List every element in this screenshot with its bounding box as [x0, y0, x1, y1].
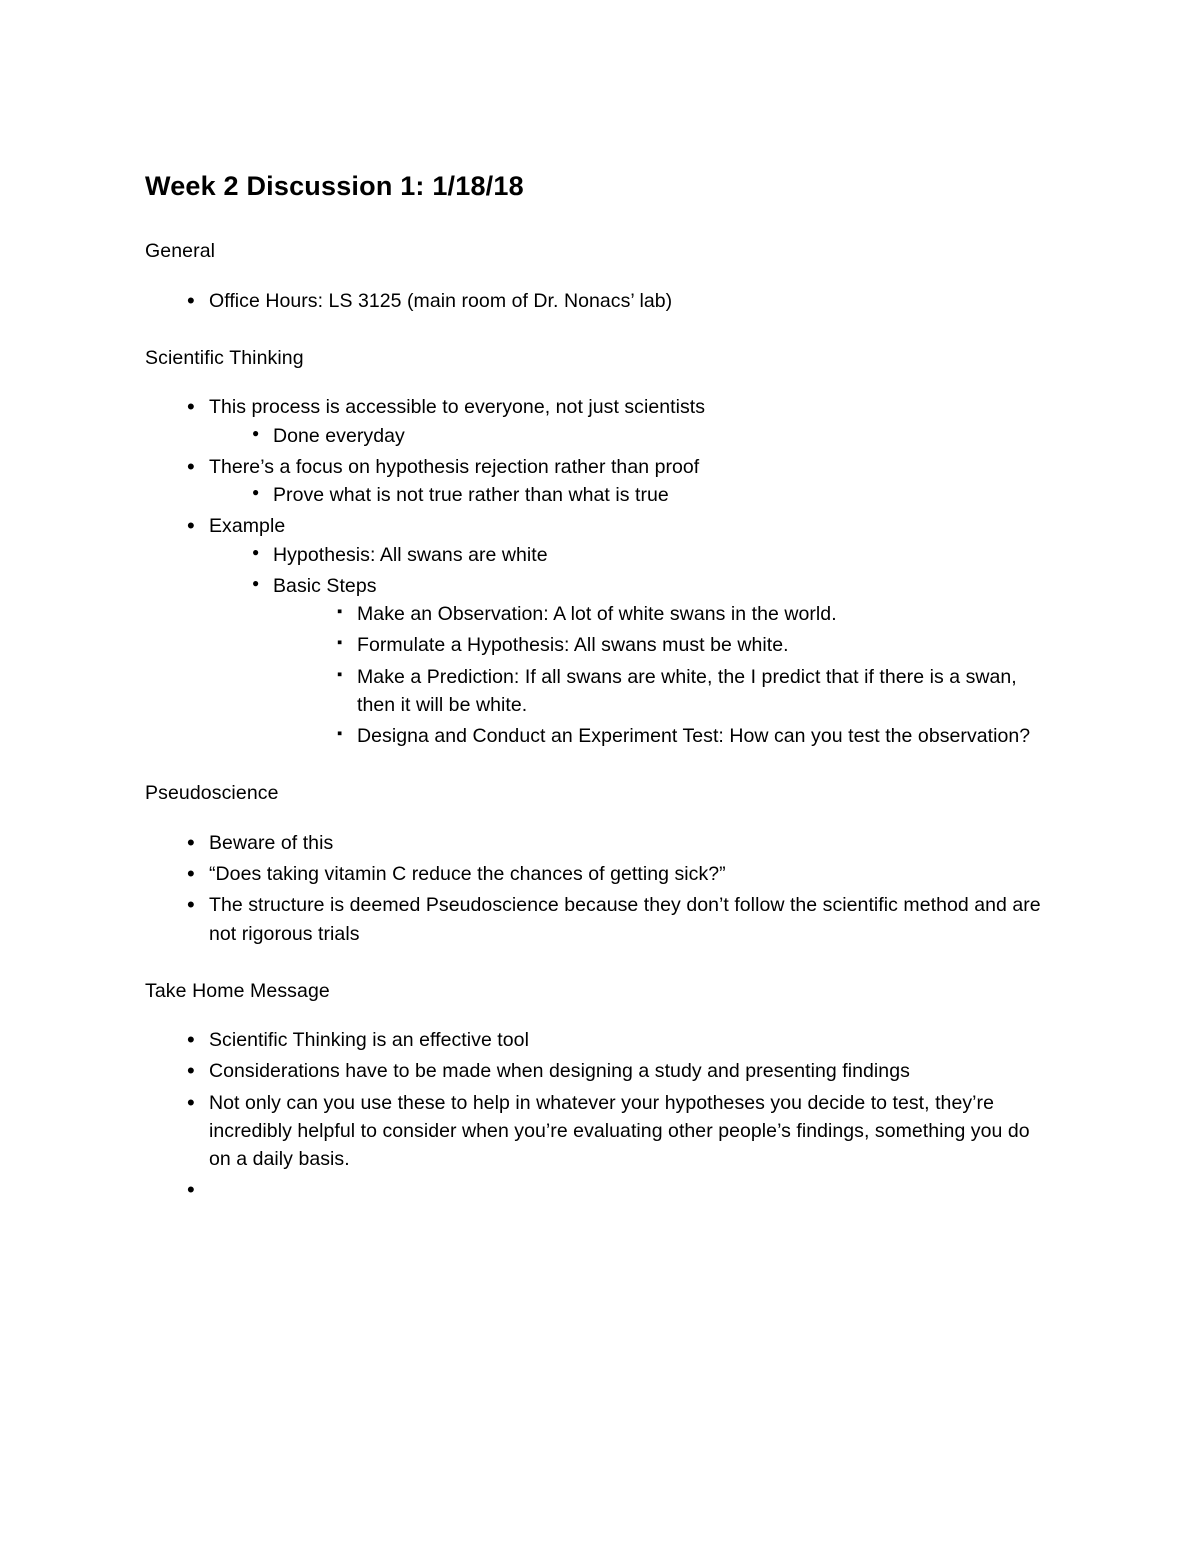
- list-item: [251, 572, 1055, 751]
- list-item-text: • This process is accessible to everyone, not just scientists: [209, 393, 1055, 421]
- section-heading-scientific-thinking: Scientific Thinking: [145, 346, 304, 369]
- section-heading-take-home-message: Take Home Message: [145, 979, 330, 1002]
- list-item-text: ● Done everyday: [273, 422, 1055, 450]
- list-item-text: • Example: [209, 512, 1055, 540]
- list-item-text: ● Hypothesis: All swans are white: [273, 541, 1055, 569]
- list-item-text: ● Basic Steps: [273, 572, 1055, 600]
- list-item: [187, 287, 1055, 315]
- list-item: [187, 829, 1055, 857]
- list-item: [251, 481, 1055, 509]
- list-item: [335, 722, 1055, 750]
- list-item: [251, 541, 1055, 569]
- list-item-text: • Not only can you use these to help in whatever your hypotheses you decide to test, they’re incredibly helpful to consider when you’re evaluating other people’s findings, something you do on a daily basis.: [209, 1089, 1055, 1174]
- list-item: [187, 512, 1055, 750]
- list-item: [187, 1089, 1055, 1174]
- list-item-text: • Scientific Thinking is an effective tool: [209, 1026, 1055, 1054]
- sublist: [251, 422, 1055, 450]
- page-title: Week 2 Discussion 1: 1/18/18: [145, 171, 524, 201]
- list-item: [251, 422, 1055, 450]
- sublist: [251, 481, 1055, 509]
- sublist: [251, 541, 1055, 751]
- list-item-text: ▪ Make an Observation: A lot of white swans in the world.: [357, 600, 1055, 628]
- list-general: [187, 287, 1055, 315]
- list-item: [187, 860, 1055, 888]
- list-item: [187, 1057, 1055, 1085]
- list-item: [335, 631, 1055, 659]
- list-item-text: ▪ Make a Prediction: If all swans are white, the I predict that if there is a swan, then it will be white.: [357, 663, 1055, 720]
- list-item-empty: [187, 1176, 1055, 1202]
- list-item-text: • There’s a focus on hypothesis rejection rather than proof: [209, 453, 1055, 481]
- list-item-text: • The structure is deemed Pseudoscience because they don’t follow the scientific method and are not rigorous trials: [209, 891, 1055, 948]
- list-item: [187, 1026, 1055, 1054]
- list-item-text: • Office Hours: LS 3125 (main room of Dr. Nonacs’ lab): [209, 287, 1055, 315]
- list-item: [335, 600, 1055, 628]
- list-item: [187, 393, 1055, 450]
- list-item: [335, 663, 1055, 720]
- list-item-text: ● Prove what is not true rather than what is true: [273, 481, 1055, 509]
- list-item-text: ▪ Designa and Conduct an Experiment Test: How can you test the observation?: [357, 722, 1055, 750]
- list-item: [187, 453, 1055, 510]
- list-item: [187, 891, 1055, 948]
- list-pseudoscience: [187, 829, 1055, 948]
- list-item-text: • Considerations have to be made when designing a study and presenting findings: [209, 1057, 1055, 1085]
- list-item-text: ▪ Formulate a Hypothesis: All swans must be white.: [357, 631, 1055, 659]
- list-item-text: • Beware of this: [209, 829, 1055, 857]
- sublist: [335, 600, 1055, 750]
- section-heading-general: General: [145, 240, 216, 263]
- list-take-home-message: [187, 1026, 1055, 1202]
- section-heading-pseudoscience: Pseudoscience: [145, 782, 279, 805]
- list-item-text: • “Does taking vitamin C reduce the chances of getting sick?”: [209, 860, 1055, 888]
- list-scientific-thinking: [187, 393, 1055, 750]
